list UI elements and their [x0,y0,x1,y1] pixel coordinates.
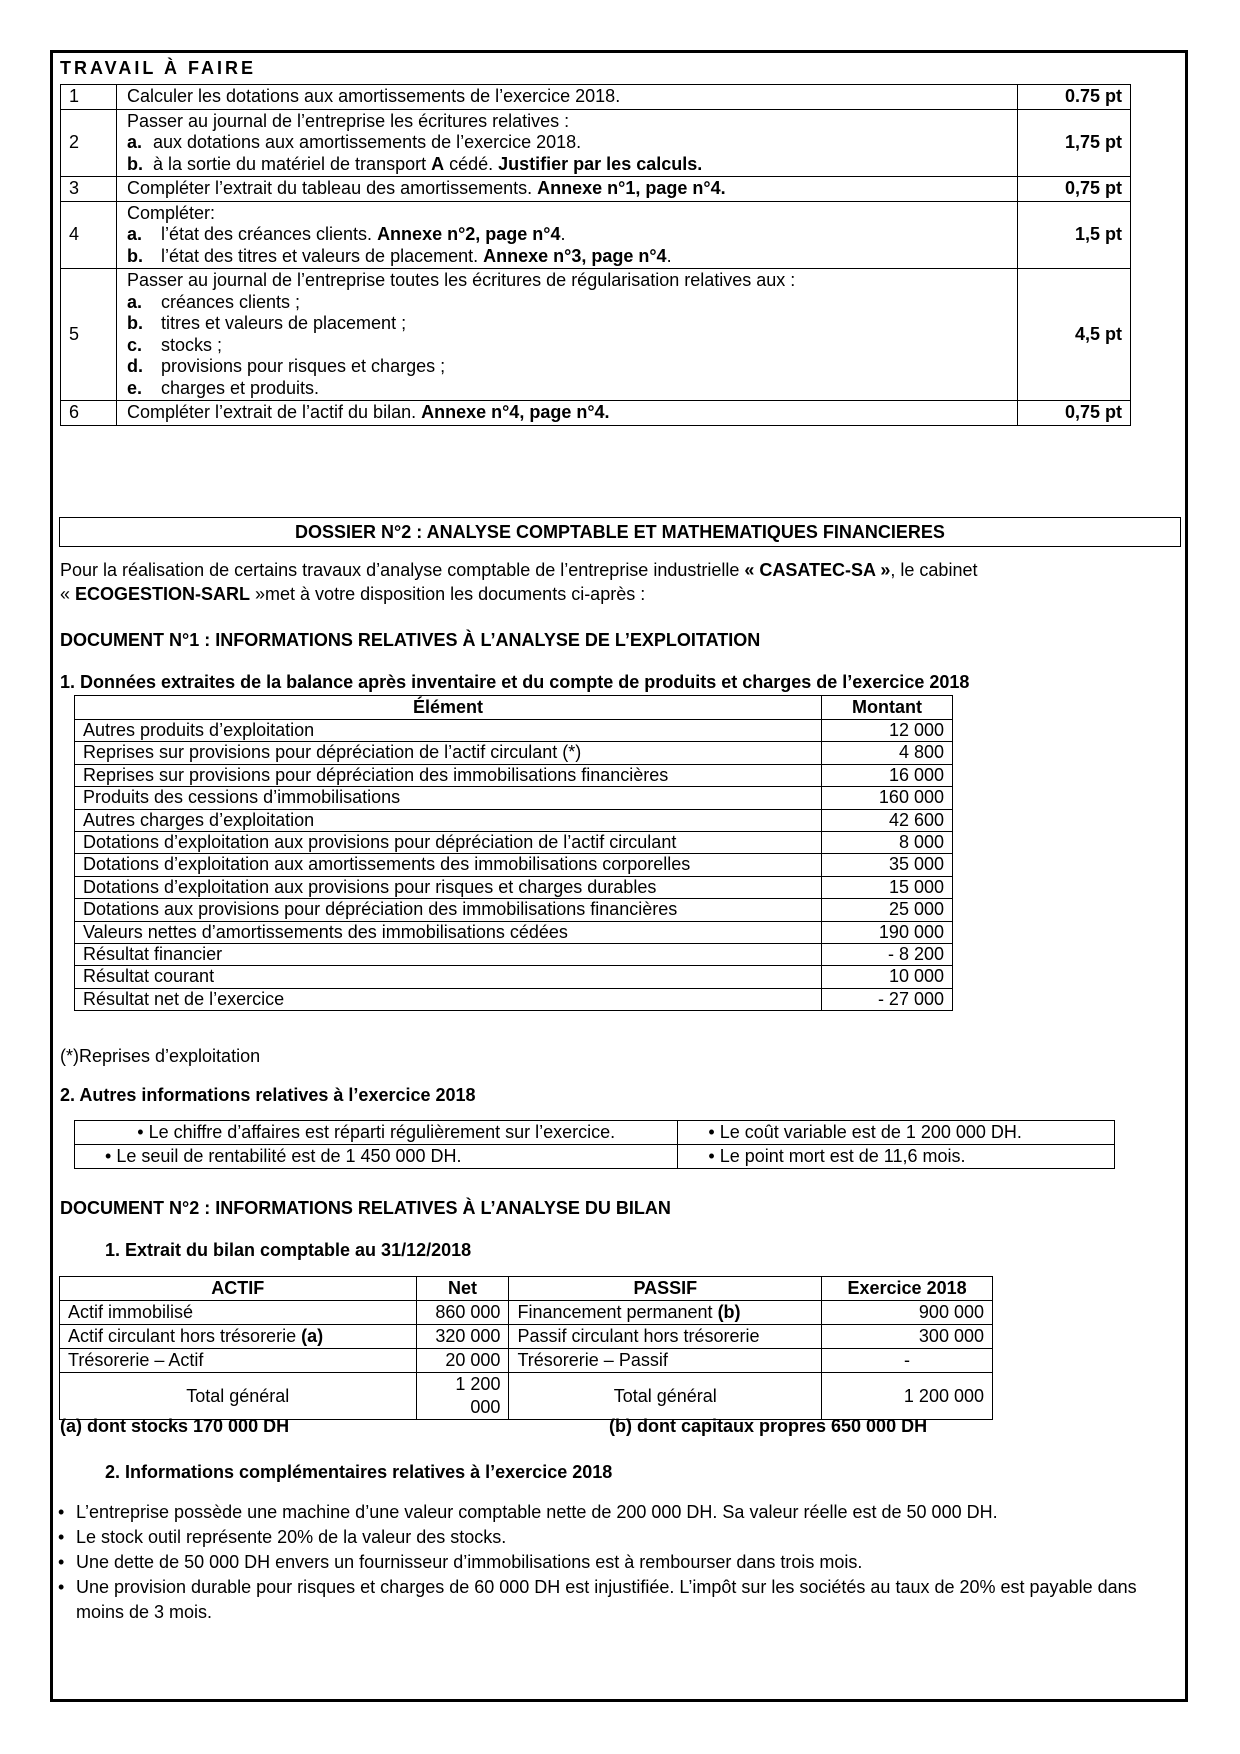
task-text: stocks ; [160,334,222,355]
task-number: 6 [61,401,117,426]
element-cell: Résultat courant [75,966,822,988]
amount-cell: 42 600 [822,809,953,831]
intro-text: , le cabinet [890,560,978,580]
task-text: A [431,153,445,174]
travail-title: TRAVAIL À FAIRE [60,58,257,78]
doc1-title: DOCUMENT N°1 : INFORMATIONS RELATIVES À L’ANALYSE DE L’EXPLOITATION [60,630,761,650]
task-points: 0.75 pt [1018,85,1131,110]
bullet-icon: • [58,1552,65,1572]
amount-cell: 25 000 [822,899,953,921]
amount-cell: 35 000 [822,854,953,876]
task-points: 0,75 pt [1018,177,1131,202]
info-cell: • Le coût variable est de 1 200 000 DH. [678,1121,1115,1145]
task-text: b. [126,153,143,174]
intro-text: « [60,584,76,604]
table-row [75,720,953,742]
table-row [75,899,953,921]
task-text: Compléter: [126,202,215,223]
element-cell: Résultat financier [75,944,822,966]
other-info-table [74,1120,1115,1169]
note-b: (b) dont capitaux propres 650 000 DH [609,1416,928,1436]
bilan-table [59,1276,993,1420]
task-row [61,85,1131,110]
intro-text: »met à votre disposition les documents ci-après : [250,584,646,604]
table-row [75,944,953,966]
doc1-note: (*)Reprises d’exploitation [60,1046,261,1066]
bullet-icon: • [58,1577,65,1597]
amount-cell: - 27 000 [822,988,953,1010]
table-row [75,832,953,854]
amount-cell: - 8 200 [822,944,953,966]
table-row: Trésorerie – Actif 20 000 Trésorerie – Passif - [60,1349,993,1373]
task-text: . [560,224,566,244]
task-text: . [666,245,672,266]
element-cell: Dotations d’exploitation aux provisions pour dépréciation de l’actif circulant [75,832,822,854]
element-cell: Produits des cessions d’immobilisations [75,787,822,809]
column-header: PASSIF [509,1277,822,1301]
task-number: 3 [61,177,117,202]
table-row [75,809,953,831]
task-row [61,177,1131,202]
task-text: Passer au journal de l’entreprise toutes les écritures de régularisation relatives aux : [126,270,796,290]
task-number: 5 [61,269,117,401]
bullet-text: L’entreprise possède une machine d’une valeur comptable nette de 200 000 DH. Sa valeur réelle est de 50 000 DH. [76,1502,998,1522]
table-row [75,764,953,786]
table-row [75,787,953,809]
task-points: 0,75 pt [1018,401,1131,426]
task-text: l’état des créances clients. [160,224,378,244]
task-points: 1,5 pt [1018,201,1131,269]
task-text: b. [126,313,143,333]
task-description [116,269,1017,401]
task-text: Passer au journal de l’entreprise les écritures relatives : [126,110,570,131]
task-text: Annexe n°3, page n°4 [483,245,667,266]
task-text: Annexe n°2, page n°4 [377,224,561,244]
table-row [75,742,953,764]
element-cell: Résultat net de l’exercice [75,988,822,1010]
task-points: 4,5 pt [1018,269,1131,401]
task-text: l’état des titres et valeurs de placement. [160,245,484,266]
task-text: charges et produits. [160,377,320,398]
dossier-intro [60,558,1180,606]
amount-cell: 4 800 [822,742,953,764]
amount-cell: 190 000 [822,921,953,943]
company-name: « CASATEC-SA » [744,560,891,580]
table-row [75,966,953,988]
element-cell: Reprises sur provisions pour dépréciation des immobilisations financières [75,764,822,786]
amount-cell: 15 000 [822,876,953,898]
task-text: créances clients ; [160,291,301,312]
element-cell: Valeurs nettes d’amortissements des immobilisations cédées [75,921,822,943]
cabinet-name: ECOGESTION-SARL [75,584,251,604]
column-header: Exercice 2018 [822,1277,993,1301]
task-number: 4 [61,201,117,269]
doc1-section1-title: 1. Données extraites de la balance après inventaire et du compte de produits et charges de l’exercice 2018 [60,672,970,692]
amount-cell: 8 000 [822,832,953,854]
task-text: Compléter l’extrait du tableau des amortissements. [126,178,538,198]
task-text: Annexe n°4, page n°4. [421,402,610,422]
info-cell: • Le point mort est de 11,6 mois. [678,1145,1115,1169]
task-text: d. [126,356,143,376]
task-text: c. [126,334,142,355]
doc2-section2-title: 2. Informations complémentaires relatives à l’exercice 2018 [105,1462,613,1482]
info-bullets [58,1500,1178,1625]
table-row [75,921,953,943]
table-row: Actif circulant hors trésorerie (a) 320 000 Passif circulant hors trésorerie 300 000 [60,1325,993,1349]
list-item [58,1500,1178,1525]
doc1-section2-title: 2. Autres informations relatives à l’exercice 2018 [60,1085,476,1105]
task-row [61,201,1131,269]
task-text: b. [126,245,143,266]
doc2-section1-title: 1. Extrait du bilan comptable au 31/12/2018 [105,1240,472,1260]
element-cell: Dotations d’exploitation aux provisions pour risques et charges durables [75,876,822,898]
dossier-title: DOSSIER N°2 : ANALYSE COMPTABLE ET MATHEMATIQUES FINANCIERES [59,517,1181,547]
task-number: 1 [61,85,117,110]
bullet-text: Une dette de 50 000 DH envers un fournisseur d’immobilisations est à rembourser dans trois mois. [76,1552,863,1572]
amount-cell: 16 000 [822,764,953,786]
task-text: Annexe n°1, page n°4. [537,178,726,198]
task-description [116,109,1017,177]
task-text: Compléter l’extrait de l’actif du bilan. [126,402,422,422]
amount-cell: 160 000 [822,787,953,809]
amount-cell: 10 000 [822,966,953,988]
element-cell: Reprises sur provisions pour dépréciation de l’actif circulant (*) [75,742,822,764]
task-text: Justifier par les calculs. [498,153,703,174]
element-cell: Autres charges d’exploitation [75,809,822,831]
task-row [61,269,1131,401]
column-header: Montant [822,696,953,720]
table-row [75,876,953,898]
exploitation-table [74,695,953,1011]
info-cell: • Le chiffre d’affaires est réparti régulièrement sur l’exercice. [75,1121,678,1145]
task-text: aux dotations aux amortissements de l’exercice 2018. [152,132,582,152]
note-a: (a) dont stocks 170 000 DH [60,1416,290,1436]
table-row: Total général 1 200 000 Total général 1 200 000 [60,1373,993,1420]
bullet-text: Le stock outil représente 20% de la valeur des stocks. [76,1527,507,1547]
intro-text: Pour la réalisation de certains travaux d’analyse comptable de l’entreprise industrielle [60,560,745,580]
task-text: titres et valeurs de placement ; [160,313,407,333]
task-row [61,401,1131,426]
table-row: Actif immobilisé 860 000 Financement permanent (b) 900 000 [60,1301,993,1325]
list-item [58,1575,1178,1625]
element-cell: Dotations aux provisions pour dépréciation des immobilisations financières [75,899,822,921]
task-description [116,85,1017,110]
list-item [58,1525,1178,1550]
task-row [61,109,1131,177]
bullet-icon: • [58,1527,65,1547]
table-row [75,854,953,876]
amount-cell: 12 000 [822,720,953,742]
bullet-icon: • [58,1502,65,1522]
column-header: ACTIF [60,1277,417,1301]
task-points: 1,75 pt [1018,109,1131,177]
info-cell: • Le seuil de rentabilité est de 1 450 000 DH. [75,1145,678,1169]
task-text: a. [126,291,142,312]
doc2-title: DOCUMENT N°2 : INFORMATIONS RELATIVES À L’ANALYSE DU BILAN [60,1198,671,1218]
task-text: a. [126,132,142,152]
element-cell: Dotations d’exploitation aux amortissements des immobilisations corporelles [75,854,822,876]
tasks-table [60,84,1131,426]
task-description [116,401,1017,426]
task-text: cédé. [444,153,499,174]
task-text: à la sortie du matériel de transport [152,153,432,174]
task-description [116,201,1017,269]
column-header: Net [416,1277,509,1301]
table-row [75,988,953,1010]
task-text: e. [126,377,142,398]
task-text: a. [126,224,142,244]
task-description [116,177,1017,202]
task-text: Calculer les dotations aux amortissements de l’exercice 2018. [126,86,621,106]
element-cell: Autres produits d’exploitation [75,720,822,742]
column-header: Élément [75,696,822,720]
task-number: 2 [61,109,117,177]
task-text: provisions pour risques et charges ; [160,356,446,376]
bullet-text: Une provision durable pour risques et charges de 60 000 DH est injustifiée. L’impôt sur les sociétés au taux de 20% est payable dans moins de 3 mois. [76,1577,1137,1622]
list-item [58,1550,1178,1575]
